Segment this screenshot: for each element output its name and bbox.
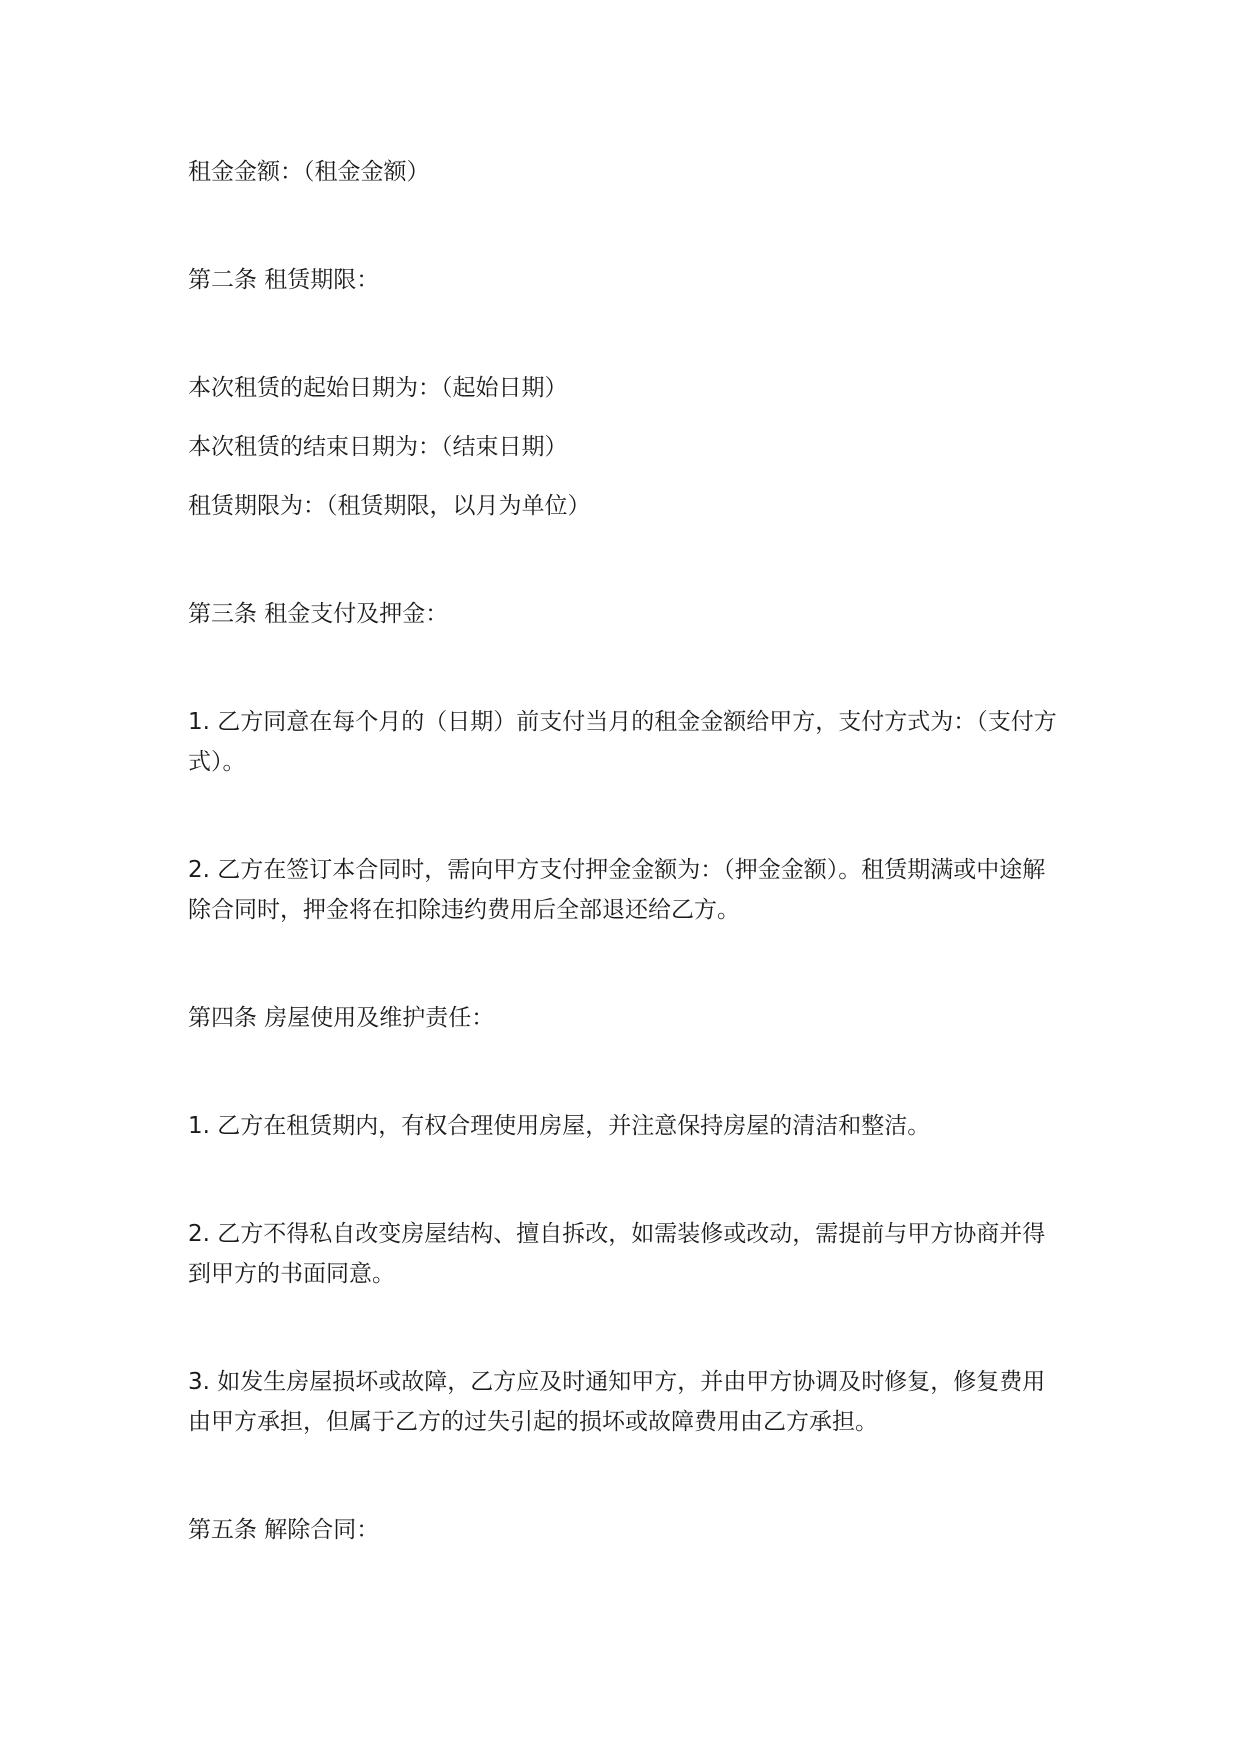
- article-5-heading: 第五条 解除合同：: [188, 1517, 380, 1543]
- article-3-clause-2: 2. 乙方在签订本合同时，需向甲方支付押金金额为：（押金金额）。租赁期满或中途解除合同时，押金将在扣除违约费用后全部退还给乙方。: [188, 857, 1046, 923]
- article-4-clause-2: 2. 乙方不得私自改变房屋结构、擅自拆改，如需装修或改动，需提前与甲方协商并得到甲方的书面同意。: [188, 1221, 1046, 1287]
- lease-end-date-line: 本次租赁的结束日期为：（结束日期）: [188, 434, 568, 460]
- article-4-clause-3: 3. 如发生房屋损坏或故障，乙方应及时通知甲方，并由甲方协调及时修复，修复费用由甲方承担，但属于乙方的过失引起的损坏或故障费用由乙方承担。: [188, 1369, 1046, 1435]
- article-3-heading: 第三条 租金支付及押金：: [188, 601, 449, 627]
- lease-term-line: 租赁期限为：（租赁期限，以月为单位）: [188, 493, 591, 519]
- article-4-clause-1: 1. 乙方在租赁期内，有权合理使用房屋，并注意保持房屋的清洁和整洁。: [188, 1113, 931, 1139]
- rent-amount-line: 租金金额：（租金金额）: [188, 159, 430, 185]
- article-2-heading: 第二条 租赁期限：: [188, 267, 380, 293]
- article-3-clause-1: 1. 乙方同意在每个月的（日期）前支付当月的租金金额给甲方，支付方式为：（支付方式）。: [188, 709, 1057, 775]
- article-4-heading: 第四条 房屋使用及维护责任：: [188, 1005, 495, 1031]
- lease-start-date-line: 本次租赁的起始日期为：（起始日期）: [188, 375, 568, 401]
